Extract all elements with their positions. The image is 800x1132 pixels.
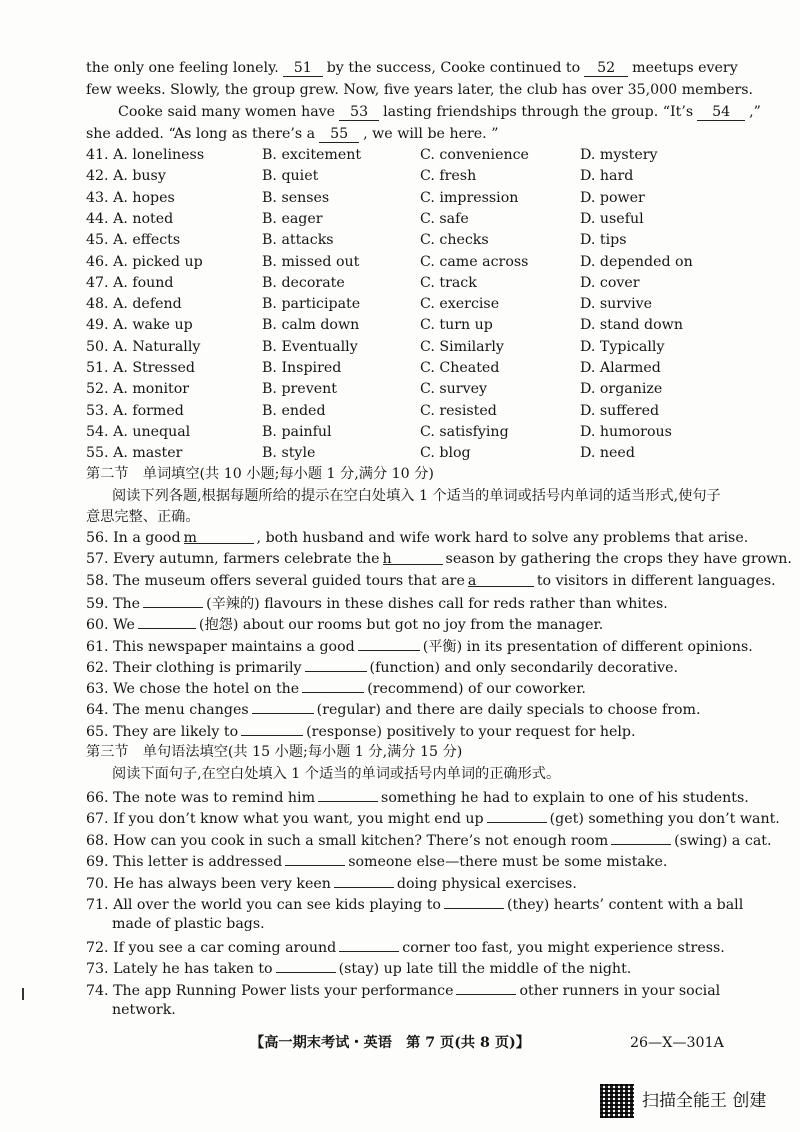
option-b: B. participate [262, 296, 361, 313]
option-a: 50. A. Naturally [86, 338, 201, 355]
question-text: (they) hearts’ content with a ball [506, 897, 744, 913]
question-text: 65. They are likely to [86, 723, 239, 740]
answer-blank[interactable] [487, 807, 547, 823]
option-c: C. checks [420, 232, 489, 249]
option-row [86, 358, 746, 379]
option-b: B. style [262, 445, 316, 462]
answer-blank[interactable] [611, 829, 671, 845]
option-d: D. hard [580, 168, 634, 185]
question-item [86, 872, 736, 895]
question-text: other runners in your social [519, 982, 721, 999]
passage-line-2 [86, 80, 754, 100]
option-b: B. decorate [262, 274, 345, 291]
option-c: C. Cheated [420, 360, 500, 376]
blank-51: 51 [283, 60, 323, 77]
option-d: D. depended on [580, 253, 693, 270]
question-text: (function) and only secondarily decorative. [369, 659, 679, 676]
option-row [86, 230, 746, 251]
instruction-text: 阅读下面句子,在空白处填入 1 个适当的单词或括号内单词的正确形式。 [112, 766, 561, 782]
option-b: B. eager [262, 210, 323, 227]
option-a: 42. A. busy [86, 168, 166, 185]
scanner-watermark: 扫描全能王 创建 [642, 1091, 767, 1111]
question-text: , both husband and wife work hard to solve any problems that arise. [256, 530, 749, 546]
question-text: 58. The museum offers several guided tours that are [86, 572, 465, 589]
answer-blank[interactable] [285, 850, 345, 866]
passage-line-1 [86, 58, 738, 78]
option-d: D. tips [580, 232, 627, 249]
question-text: (recommend) of our coworker. [367, 681, 586, 698]
option-d: D. power [580, 189, 645, 206]
question-text: 61. This newspaper maintains a good [86, 638, 355, 655]
question-item [86, 698, 736, 721]
question-text: doing physical exercises. [396, 875, 577, 892]
option-b: B. Inspired [262, 360, 342, 376]
answer-blank[interactable]: a [468, 571, 534, 587]
passage-line-4 [86, 124, 734, 144]
option-b: B. prevent [262, 381, 337, 398]
option-c: C. turn up [420, 317, 493, 334]
answer-blank[interactable] [358, 635, 420, 651]
question-text: 69. This letter is addressed [86, 854, 283, 871]
option-a: 48. A. defend [86, 296, 182, 313]
question-item [86, 571, 776, 592]
section-3-instruction [86, 764, 734, 785]
option-c: C. survey [420, 381, 487, 398]
option-d: D. Alarmed [580, 360, 661, 376]
option-row [86, 315, 746, 336]
question-item [86, 720, 736, 743]
option-a: 53. A. formed [86, 402, 184, 419]
question-item [86, 807, 780, 830]
question-item [86, 677, 736, 700]
option-row [86, 401, 746, 422]
option-a: 44. A. noted [86, 210, 174, 227]
question-item [86, 635, 753, 658]
passage-text: , we will be here. ” [363, 126, 499, 142]
option-d: D. mystery [580, 147, 658, 163]
option-d: D. survive [580, 296, 653, 313]
option-row [86, 145, 746, 166]
blank-54: 54 [697, 104, 745, 121]
question-text: (regular) and there are daily specials to choose from. [316, 702, 701, 719]
instruction-text: 阅读下列各题,根据每题所给的提示在空白处填入 1 个适当的单词或括号内单词的适当形式,使句子意思完整、正确。 [86, 488, 721, 525]
footer-code: 26—X—301A [630, 1035, 724, 1051]
answer-blank[interactable] [444, 893, 504, 909]
answer-blank[interactable] [302, 677, 364, 693]
question-item [86, 786, 749, 809]
question-text: 67. If you don’t know what you want, you might end up [86, 811, 484, 828]
passage-text: few weeks. Slowly, the group grew. Now, five years later, the club has over 35,000 members. [86, 82, 754, 98]
option-a: 46. A. picked up [86, 253, 203, 270]
answer-blank[interactable] [143, 592, 203, 608]
question-text: (stay) up late till the middle of the night. [338, 961, 632, 978]
option-d: D. organize [580, 381, 663, 398]
option-b: B. attacks [262, 232, 334, 249]
option-row [86, 209, 746, 230]
option-a: 55. A. master [86, 445, 183, 462]
passage-text: Cooke said many women have [118, 104, 336, 120]
option-c: C. convenience [420, 147, 529, 163]
answer-blank[interactable] [276, 957, 336, 973]
option-b: B. senses [262, 189, 330, 206]
question-text: someone else—there must be some mistake. [348, 854, 668, 871]
option-row [86, 379, 746, 400]
question-text: (平衡) in its presentation of different opinions. [422, 638, 753, 655]
option-c: C. impression [420, 189, 519, 206]
option-b: B. missed out [262, 253, 360, 270]
question-text: 70. He has always been very keen [86, 875, 331, 892]
question-text: 59. The [86, 595, 141, 612]
question-item [86, 979, 736, 1002]
option-a: 54. A. unequal [86, 423, 191, 440]
option-row [86, 422, 746, 443]
answer-blank[interactable] [318, 786, 378, 802]
question-item [86, 656, 736, 679]
question-item [86, 850, 736, 873]
answer-blank[interactable] [339, 936, 399, 952]
option-a: 45. A. effects [86, 232, 181, 249]
question-item [86, 829, 772, 852]
option-row [86, 166, 746, 187]
passage-text: the only one feeling lonely. [86, 60, 279, 76]
question-text: (辛辣的) flavours in these dishes call for reds rather than whites. [206, 595, 668, 612]
question-text: corner too fast, you might experience stress. [402, 939, 725, 956]
option-row [86, 294, 746, 315]
option-b: B. ended [262, 402, 326, 419]
option-d: D. humorous [580, 423, 672, 440]
blank-53: 53 [339, 104, 379, 121]
passage-text: lasting friendships through the group. “It’s [383, 104, 694, 120]
option-a: 43. A. hopes [86, 189, 175, 206]
question-text: (抱怨) about our rooms but got no joy from the manager. [198, 617, 604, 634]
question-text: 64. The menu changes [86, 702, 249, 719]
question-text: 74. The app Running Power lists your performance [86, 982, 454, 999]
option-c: C. satisfying [420, 423, 509, 440]
option-c: C. came across [420, 253, 529, 270]
question-text: 62. Their clothing is primarily [86, 659, 302, 676]
question-item [86, 893, 744, 916]
option-c: C. exercise [420, 296, 500, 313]
question-text: 60. We [86, 617, 135, 634]
option-d: D. cover [580, 274, 640, 291]
option-c: C. blog [420, 445, 471, 462]
option-a: 49. A. wake up [86, 317, 193, 334]
option-d: D. need [580, 445, 635, 462]
question-text: something he had to explain to one of his students. [381, 790, 749, 806]
question-text: (response) positively to your request for help. [306, 723, 636, 740]
passage-text: ,” [749, 104, 761, 120]
question-text: 68. How can you cook in such a small kitchen? There’s not enough room [86, 832, 609, 849]
option-row [86, 273, 746, 294]
option-b: B. calm down [262, 317, 360, 334]
answer-blank[interactable] [241, 720, 303, 736]
passage-line-3 [118, 102, 766, 122]
option-b: B. excitement [262, 147, 362, 163]
option-c: C. Similarly [420, 338, 504, 355]
question-continuation: network. [112, 1002, 176, 1018]
footer-title: 【高一期末考试・英语 第 7 页(共 8 页)】 [250, 1035, 530, 1051]
margin-mark [22, 988, 24, 1000]
blank-52: 52 [584, 60, 628, 77]
option-a: 47. A. found [86, 274, 174, 291]
option-row [86, 252, 746, 273]
passage-text: by the success, Cooke continued to [326, 60, 581, 76]
section-3-title: 第三节 单句语法填空(共 15 小题;每小题 1 分,满分 15 分) [86, 744, 463, 760]
qr-code-icon [600, 1084, 634, 1118]
passage-text: meetups every [632, 60, 738, 76]
option-row [86, 188, 746, 209]
answer-blank[interactable] [334, 872, 394, 888]
option-d: D. suffered [580, 402, 660, 419]
question-text: 72. If you see a car coming around [86, 939, 337, 956]
section-2-instruction [86, 486, 734, 528]
section-2-title: 第二节 单词填空(共 10 小题;每小题 1 分,满分 10 分) [86, 466, 434, 482]
answer-blank[interactable] [138, 613, 196, 629]
option-c: C. fresh [420, 168, 477, 185]
question-item [86, 613, 736, 636]
answer-blank[interactable] [252, 698, 314, 714]
page-footer [250, 1032, 730, 1054]
option-d: D. stand down [580, 317, 683, 334]
option-a: 41. A. loneliness [86, 147, 205, 163]
option-d: D. Typically [580, 338, 665, 355]
blank-55: 55 [319, 126, 359, 143]
question-item [86, 528, 749, 549]
question-text: 73. Lately he has taken to [86, 961, 273, 978]
option-c: C. safe [420, 210, 469, 227]
question-item [86, 957, 736, 980]
option-row [86, 443, 746, 464]
option-a: 52. A. monitor [86, 381, 190, 398]
option-a: 51. A. Stressed [86, 360, 195, 376]
question-continuation: made of plastic bags. [112, 916, 265, 933]
question-text: 71. All over the world you can see kids playing to [86, 897, 441, 913]
passage-text: she added. “As long as there’s a [86, 126, 316, 142]
option-d: D. useful [580, 210, 644, 227]
question-text: season by gathering the crops they have grown. [445, 551, 792, 568]
question-text: 57. Every autumn, farmers celebrate the [86, 551, 380, 568]
question-item [86, 549, 792, 570]
option-c: C. track [420, 274, 477, 291]
question-text: (swing) a cat. [674, 832, 772, 849]
question-text: (get) something you don’t want. [549, 811, 780, 828]
option-b: B. quiet [262, 168, 319, 185]
option-c: C. resisted [420, 402, 497, 419]
answer-blank[interactable] [305, 656, 367, 672]
question-text: 66. The note was to remind him [86, 790, 316, 806]
question-text: 63. We chose the hotel on the [86, 681, 300, 698]
answer-blank[interactable] [456, 979, 516, 995]
answer-blank[interactable]: h [383, 549, 443, 565]
question-item [86, 936, 736, 959]
option-row [86, 337, 746, 358]
question-text: 56. In a good [86, 530, 181, 546]
option-b: B. painful [262, 423, 332, 440]
option-b: B. Eventually [262, 338, 358, 355]
question-text: to visitors in different languages. [536, 572, 776, 589]
answer-blank[interactable]: m [184, 528, 254, 544]
question-item [86, 592, 736, 615]
